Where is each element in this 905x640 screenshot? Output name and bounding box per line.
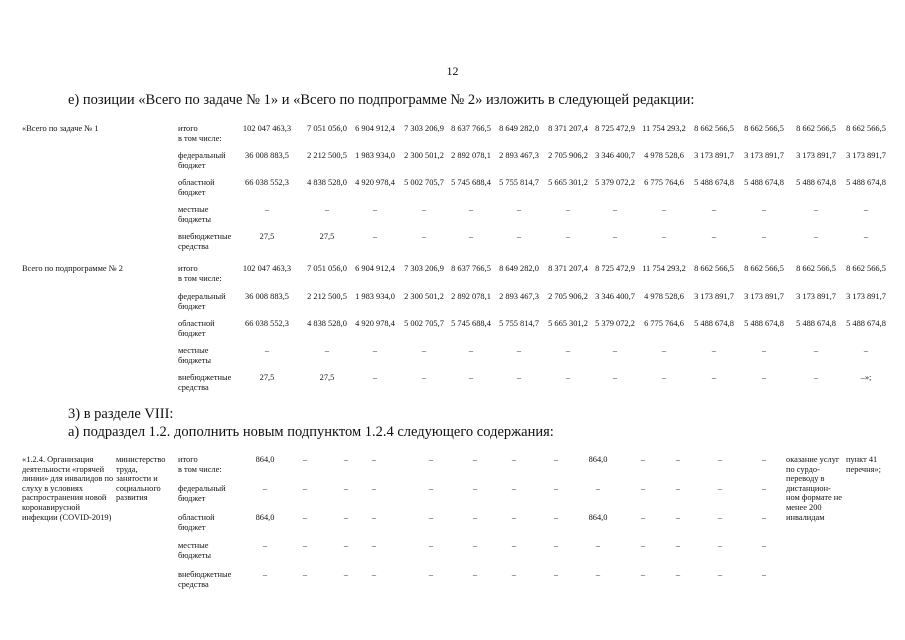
value-cell: 7 303 206,9 [404,264,444,273]
section-3-heading: 3) в разделе VIII: [68,406,174,422]
value-cell: – [717,570,723,579]
row-label: итого в том числе: [178,264,222,283]
value-cell: 4 978 528,6 [644,151,684,160]
value-cell: – [324,205,330,214]
value-cell: – [612,232,618,241]
value-cell: – [863,346,869,355]
value-cell: – [421,232,427,241]
value-cell: – [511,455,517,464]
value-cell: – [302,541,308,550]
value-cell: 8 662 566,5 [796,124,836,133]
heading-e: е) позиции «Всего по задаче № 1» и «Всего по подпрограмме № 2» изложить в следующей редакции: [68,92,695,108]
value-cell: – [302,455,308,464]
value-cell: 3 173 891,7 [846,151,886,160]
value-cell: 864,0 [588,455,608,464]
value-cell: – [472,513,478,522]
value-cell: – [262,541,268,550]
value-cell: 2 892 078,1 [451,151,491,160]
value-cell: – [595,484,601,493]
value-cell: 864,0 [255,513,275,522]
value-cell: – [761,484,767,493]
row-label: местные бюджеты [178,346,212,365]
block-title: «Всего по задаче № 1 [22,124,99,133]
value-cell: 8 725 472,9 [595,124,635,133]
row-label: итого в том числе: [178,455,222,474]
value-cell: 5 488 674,8 [796,319,836,328]
value-cell: 4 838 528,0 [307,319,347,328]
value-cell: 102 047 463,3 [242,264,292,273]
value-cell: –»; [860,373,872,382]
value-cell: 8 662 566,5 [796,264,836,273]
row-label: местные бюджеты [178,541,212,560]
value-cell: 3 173 891,7 [744,292,784,301]
value-cell: – [761,346,767,355]
value-cell: – [516,346,522,355]
value-cell: – [612,373,618,382]
value-cell: – [717,541,723,550]
value-cell: – [612,346,618,355]
value-cell: – [717,484,723,493]
value-cell: – [371,455,377,464]
value-cell: – [813,346,819,355]
value-cell: – [472,570,478,579]
value-cell: – [711,373,717,382]
expected-result: оказание услуг по сурдо-переводу в дистанцион-ном формате не менее 200 инвалидам [786,455,842,522]
value-cell: 66 038 552,3 [245,178,289,187]
value-cell: 3 346 400,7 [595,292,635,301]
value-cell: – [516,205,522,214]
row-label: федеральный бюджет [178,292,226,311]
value-cell: 5 488 674,8 [846,178,886,187]
value-cell: – [371,513,377,522]
value-cell: 8 662 566,5 [846,264,886,273]
value-cell: – [675,484,681,493]
value-cell: 5 488 674,8 [694,178,734,187]
value-cell: 5 488 674,8 [846,319,886,328]
value-cell: – [421,346,427,355]
value-cell: – [371,541,377,550]
value-cell: – [761,205,767,214]
value-cell: 8 637 766,5 [451,264,491,273]
value-cell: – [302,570,308,579]
value-cell: 1 983 934,0 [355,151,395,160]
measure-title: «1.2.4. Организация деятельности «горячей линии» для инвалидов по слуху в условиях распространения новой коронавирусной инфекции (COVID-2019) [22,455,114,522]
value-cell: – [661,232,667,241]
row-label: федеральный бюджет [178,484,226,503]
value-cell: – [343,570,349,579]
value-cell: – [661,346,667,355]
value-cell: – [640,455,646,464]
value-cell: 5 488 674,8 [694,319,734,328]
value-cell: 3 346 400,7 [595,151,635,160]
value-cell: – [428,570,434,579]
block-title: Всего по подпрограмме № 2 [22,264,123,273]
value-cell: – [421,373,427,382]
row-label: внебюджетные средства [178,570,232,589]
value-cell: – [595,570,601,579]
value-cell: – [324,346,330,355]
value-cell: 36 008 883,5 [245,292,289,301]
value-cell: 3 173 891,7 [796,151,836,160]
value-cell: 8 662 566,5 [846,124,886,133]
value-cell: – [717,513,723,522]
value-cell: – [640,513,646,522]
value-cell: 36 008 883,5 [245,151,289,160]
value-cell: 8 662 566,5 [744,264,784,273]
value-cell: 5 665 301,2 [548,178,588,187]
value-cell: – [813,232,819,241]
value-cell: – [553,541,559,550]
value-cell: 2 212 500,5 [307,151,347,160]
value-cell: – [262,570,268,579]
value-cell: 2 705 906,2 [548,151,588,160]
value-cell: 8 649 282,0 [499,124,539,133]
value-cell: – [516,232,522,241]
row-label: внебюджетные средства [178,373,232,392]
value-cell: – [372,232,378,241]
value-cell: – [761,513,767,522]
value-cell: – [640,570,646,579]
value-cell: – [511,484,517,493]
value-cell: 102 047 463,3 [242,124,292,133]
value-cell: – [553,513,559,522]
value-cell: 7 051 056,0 [307,264,347,273]
value-cell: 3 173 891,7 [694,292,734,301]
value-cell: 1 983 934,0 [355,292,395,301]
value-cell: 864,0 [588,513,608,522]
value-cell: – [711,205,717,214]
value-cell: – [761,373,767,382]
row-label: местные бюджеты [178,205,212,224]
value-cell: – [472,541,478,550]
value-cell: 3 173 891,7 [846,292,886,301]
row-label: внебюджетные средства [178,232,232,251]
value-cell: – [761,232,767,241]
value-cell: 5 488 674,8 [744,178,784,187]
value-cell: 8 371 207,4 [548,124,588,133]
value-cell: 4 838 528,0 [307,178,347,187]
value-cell: – [661,373,667,382]
value-cell: – [343,484,349,493]
value-cell: – [372,346,378,355]
value-cell: – [468,373,474,382]
row-label: областной бюджет [178,319,215,338]
value-cell: 864,0 [255,455,275,464]
value-cell: – [813,205,819,214]
value-cell: 8 662 566,5 [744,124,784,133]
value-cell: – [595,541,601,550]
value-cell: 6 904 912,4 [355,264,395,273]
row-label: федеральный бюджет [178,151,226,170]
value-cell: – [565,346,571,355]
value-cell: – [468,205,474,214]
value-cell: – [761,455,767,464]
value-cell: 2 300 501,2 [404,151,444,160]
value-cell: 66 038 552,3 [245,319,289,328]
value-cell: 6 904 912,4 [355,124,395,133]
value-cell: – [264,205,270,214]
value-cell: 3 173 891,7 [796,292,836,301]
value-cell: – [343,541,349,550]
value-cell: – [553,484,559,493]
value-cell: 5 379 072,2 [595,178,635,187]
value-cell: – [711,346,717,355]
value-cell: – [472,455,478,464]
value-cell: – [264,346,270,355]
value-cell: – [262,484,268,493]
value-cell: – [863,205,869,214]
value-cell: 11 754 293,2 [642,264,686,273]
executor: министерство труда, занятости и социального развития [116,455,166,503]
value-cell: 6 775 764,6 [644,319,684,328]
value-cell: – [675,513,681,522]
value-cell: – [421,205,427,214]
value-cell: – [661,205,667,214]
value-cell: – [761,570,767,579]
value-cell: 8 371 207,4 [548,264,588,273]
value-cell: – [428,541,434,550]
value-cell: – [675,570,681,579]
value-cell: – [675,541,681,550]
value-cell: – [565,205,571,214]
value-cell: – [675,455,681,464]
value-cell: – [428,513,434,522]
heading-a: а) подраздел 1.2. дополнить новым подпунктом 1.2.4 следующего содержания: [68,424,554,440]
value-cell: 5 665 301,2 [548,319,588,328]
value-cell: 2 300 501,2 [404,292,444,301]
value-cell: – [468,232,474,241]
value-cell: – [511,541,517,550]
value-cell: – [640,484,646,493]
page-number: 12 [446,64,459,78]
value-cell: – [761,541,767,550]
value-cell: – [553,570,559,579]
value-cell: 5 745 688,4 [451,319,491,328]
value-cell: 5 745 688,4 [451,178,491,187]
value-cell: 4 920 978,4 [355,319,395,328]
reference: пункт 41 перечня»; [846,455,881,474]
value-cell: 2 892 078,1 [451,292,491,301]
value-cell: – [516,373,522,382]
value-cell: 5 002 705,7 [404,178,444,187]
value-cell: – [372,205,378,214]
value-cell: 7 051 056,0 [307,124,347,133]
value-cell: 7 303 206,9 [404,124,444,133]
value-cell: 2 893 467,3 [499,292,539,301]
value-cell: 3 173 891,7 [694,151,734,160]
value-cell: 8 725 472,9 [595,264,635,273]
value-cell: 6 775 764,6 [644,178,684,187]
row-label: областной бюджет [178,513,215,532]
value-cell: 27,5 [259,232,275,241]
value-cell: 5 488 674,8 [796,178,836,187]
value-cell: – [511,570,517,579]
value-cell: – [371,570,377,579]
value-cell: – [813,373,819,382]
value-cell: 8 649 282,0 [499,264,539,273]
value-cell: 2 893 467,3 [499,151,539,160]
value-cell: 4 978 528,6 [644,292,684,301]
value-cell: 5 755 814,7 [499,178,539,187]
value-cell: – [612,205,618,214]
value-cell: 3 173 891,7 [744,151,784,160]
value-cell: – [371,484,377,493]
value-cell: – [302,513,308,522]
value-cell: – [565,232,571,241]
value-cell: – [511,513,517,522]
value-cell: 5 755 814,7 [499,319,539,328]
value-cell: 2 212 500,5 [307,292,347,301]
value-cell: – [640,541,646,550]
value-cell: – [717,455,723,464]
value-cell: – [343,513,349,522]
value-cell: 27,5 [259,373,275,382]
value-cell: – [372,373,378,382]
value-cell: – [565,373,571,382]
value-cell: 27,5 [319,232,335,241]
value-cell: – [711,232,717,241]
value-cell: – [302,484,308,493]
value-cell: 8 662 566,5 [694,264,734,273]
value-cell: – [343,455,349,464]
value-cell: 5 379 072,2 [595,319,635,328]
value-cell: 4 920 978,4 [355,178,395,187]
value-cell: 11 754 293,2 [642,124,686,133]
value-cell: 5 488 674,8 [744,319,784,328]
value-cell: 5 002 705,7 [404,319,444,328]
row-label: областной бюджет [178,178,215,197]
value-cell: – [428,484,434,493]
value-cell: 8 637 766,5 [451,124,491,133]
value-cell: 2 705 906,2 [548,292,588,301]
value-cell: – [428,455,434,464]
row-label: итого в том числе: [178,124,222,143]
value-cell: 8 662 566,5 [694,124,734,133]
value-cell: – [472,484,478,493]
value-cell: – [468,346,474,355]
value-cell: – [863,232,869,241]
value-cell: – [553,455,559,464]
value-cell: 27,5 [319,373,335,382]
